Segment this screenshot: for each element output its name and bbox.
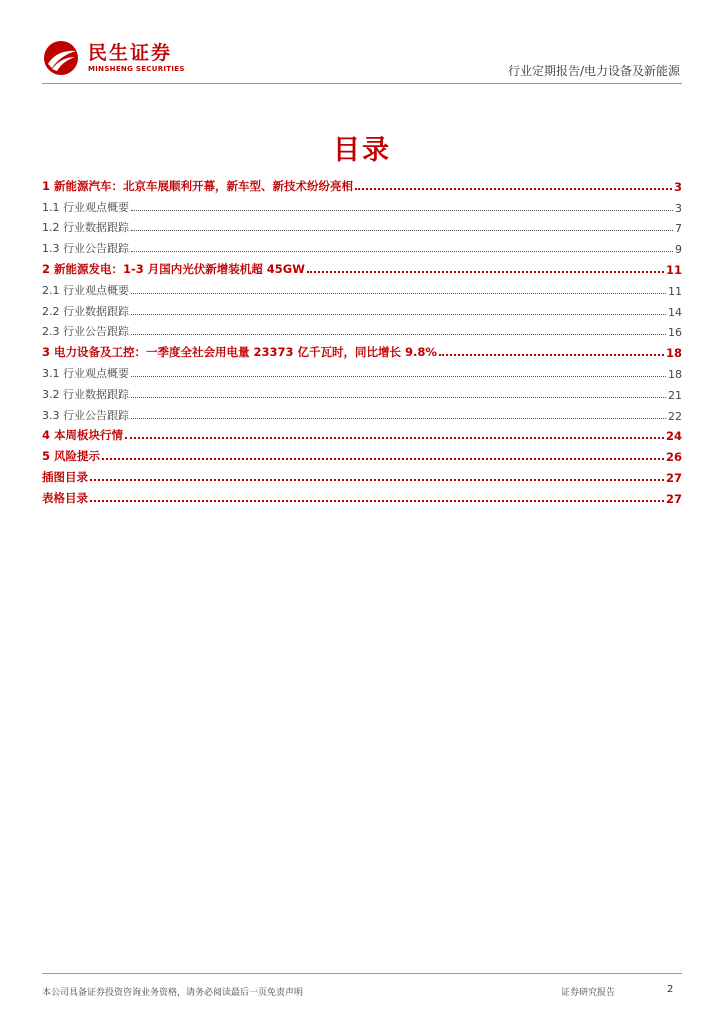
toc-leader-dots: [125, 437, 664, 439]
toc-entry-label: 4 本周板块行情: [42, 428, 124, 443]
toc-entry-chapter[interactable]: [42, 339, 682, 360]
toc-entry-label: 2 新能源发电：1-3 月国内光伏新增装机超 45GW: [42, 261, 305, 276]
toc-entry-label: 1 新能源汽车：北京车展顺利开幕，新车型、新技术纷纷亮相: [42, 178, 354, 193]
logo-text: [88, 43, 185, 74]
toc-entry-chapter[interactable]: [42, 443, 682, 464]
toc-leader-dots: [131, 210, 673, 211]
logo-chinese-name: 民生证券: [88, 41, 173, 64]
toc-entry-section[interactable]: [42, 381, 682, 402]
toc-entry-page: 14: [668, 305, 682, 319]
toc-leader-dots: [131, 334, 666, 335]
toc-entry-page: 11: [668, 284, 682, 298]
toc-leader-dots: [90, 479, 664, 481]
toc-entry-page: 22: [668, 409, 682, 423]
toc-entry-label: 插图目录: [42, 469, 88, 484]
toc-entry-page: 27: [665, 470, 682, 485]
toc-entry-section[interactable]: [42, 360, 682, 381]
company-logo: [42, 40, 185, 76]
toc-entry-label: 表格目录: [42, 490, 88, 505]
toc-leader-dots: [439, 354, 664, 356]
toc-entry-section[interactable]: [42, 298, 682, 319]
toc-entry-section[interactable]: [42, 215, 682, 236]
toc-entry-label: 3.3 行业公告跟踪: [42, 408, 129, 422]
toc-entry-section[interactable]: [42, 319, 682, 340]
toc-leader-dots: [90, 500, 664, 502]
toc-entry-label: 1.3 行业公告跟踪: [42, 242, 129, 256]
toc-entry-page: 3: [673, 179, 682, 194]
footer-page-number: 2: [667, 984, 674, 995]
toc-leader-dots: [131, 397, 666, 398]
toc-entry-label: 3 电力设备及工控：一季度全社会用电量 23373 亿千瓦时，同比增长 9.8%: [42, 345, 437, 360]
footer-disclaimer: 本公司具备证券投资咨询业务资格，请务必阅读最后一页免责声明: [42, 988, 304, 998]
toc-leader-dots: [131, 251, 673, 252]
toc-entry-label: 3.1 行业观点概要: [42, 366, 129, 380]
toc-entry-label: 2.1 行业观点概要: [42, 283, 129, 297]
toc-entry-page: 21: [668, 388, 682, 402]
toc-entry-page: 18: [668, 367, 682, 381]
toc-leader-dots: [131, 418, 666, 419]
toc-entry-page: 24: [665, 429, 682, 444]
footer-divider: [42, 973, 682, 974]
report-type-label: 行业定期报告/电力设备及新能源: [507, 64, 680, 78]
toc-leader-dots: [102, 458, 664, 460]
toc-entry-page: 9: [675, 243, 682, 257]
toc-entry-page: 18: [665, 346, 682, 361]
toc-entry-label: 5 风险提示: [42, 449, 101, 464]
minsheng-logo-icon: [42, 40, 80, 76]
toc-entry-page: 16: [668, 326, 682, 340]
toc-entry-chapter[interactable]: [42, 256, 682, 277]
toc-entry-page: 27: [665, 491, 682, 506]
toc-leader-dots: [355, 188, 672, 190]
toc-leader-dots: [131, 314, 666, 315]
toc-entry-page: 3: [675, 201, 682, 215]
toc-entry-section[interactable]: [42, 235, 682, 256]
toc-entry-chapter[interactable]: [42, 423, 682, 444]
toc-leader-dots: [131, 376, 666, 377]
toc-entry-page: 11: [665, 262, 682, 277]
toc-entry-chapter[interactable]: [42, 485, 682, 506]
toc-entry-page: 7: [675, 222, 682, 236]
logo-english-name: MINSHENG SECURITIES: [88, 64, 185, 73]
footer-report-kind: 证券研究报告: [561, 988, 616, 998]
toc-entry-label: 2.3 行业公告跟踪: [42, 325, 129, 339]
toc-leader-dots: [307, 271, 664, 273]
header-divider: [42, 83, 682, 84]
toc-entry-page: 26: [665, 450, 682, 465]
toc-entry-label: 1.1 行业观点概要: [42, 200, 129, 214]
toc-entry-label: 3.2 行业数据跟踪: [42, 387, 129, 401]
toc-entry-label: 2.2 行业数据跟踪: [42, 304, 129, 318]
toc-entry-chapter[interactable]: [42, 464, 682, 485]
page-header: [42, 40, 682, 85]
toc-leader-dots: [131, 293, 666, 294]
toc-leader-dots: [131, 230, 673, 231]
toc-entry-label: 1.2 行业数据跟踪: [42, 221, 129, 235]
toc-entry-section[interactable]: [42, 194, 682, 215]
toc-entry-chapter[interactable]: [42, 173, 682, 194]
toc-title: 目录: [333, 135, 391, 166]
toc-entry-section[interactable]: [42, 402, 682, 423]
table-of-contents: [42, 173, 682, 506]
toc-entry-section[interactable]: [42, 277, 682, 298]
